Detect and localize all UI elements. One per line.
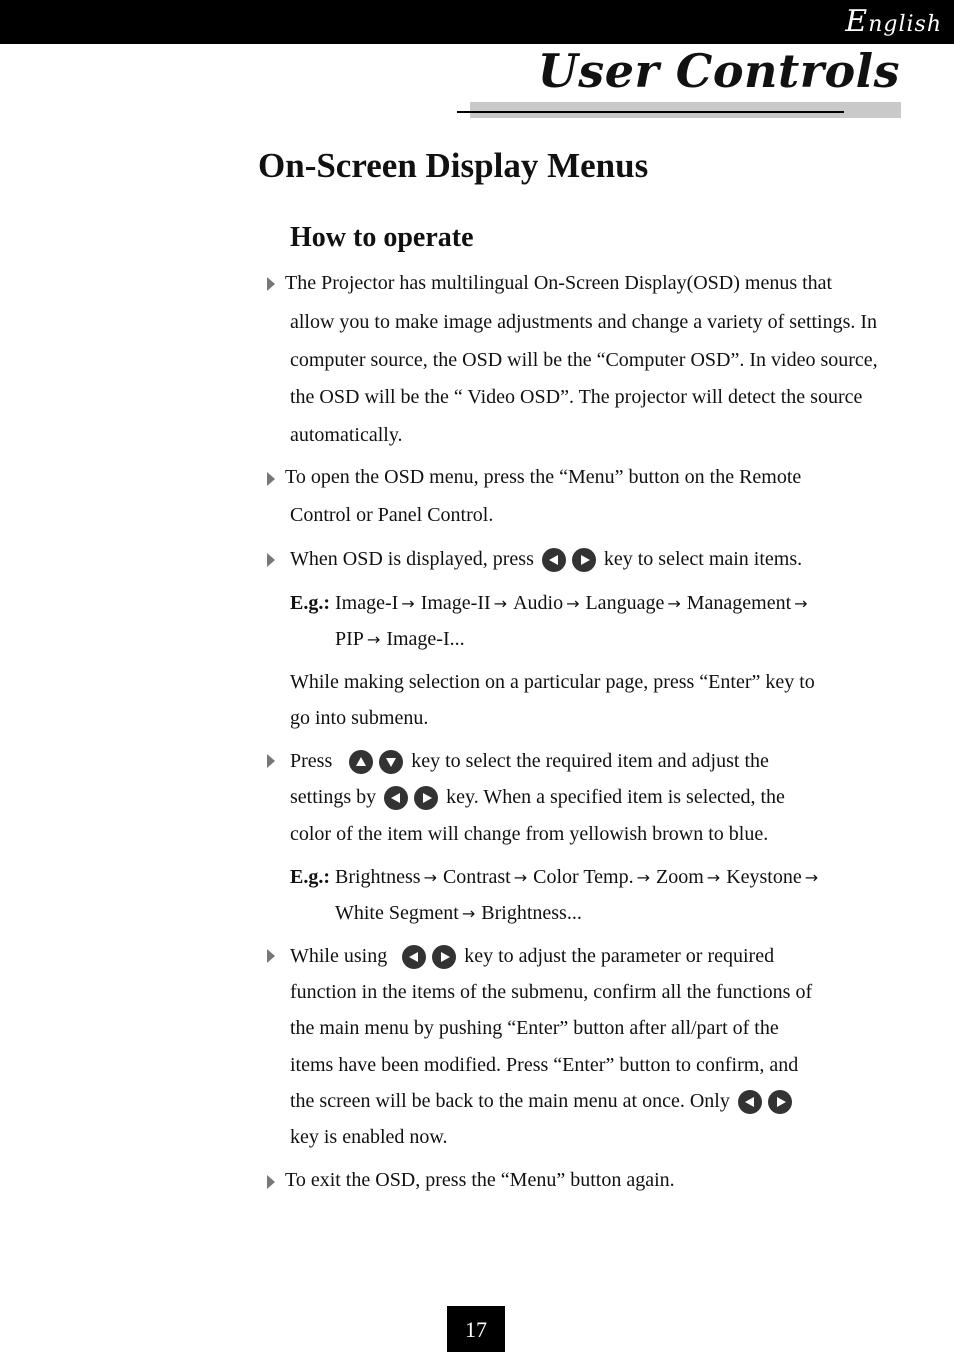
language-rest: nglish bbox=[868, 12, 942, 37]
bullet-4-example-line-1 bbox=[290, 866, 824, 889]
arrow-icon: → bbox=[366, 630, 381, 649]
arrow-icon: → bbox=[566, 594, 580, 613]
section-title: User Controls bbox=[537, 44, 900, 98]
bullet-4-line-2-before: settings by bbox=[290, 786, 377, 808]
bullet-triangle-icon bbox=[267, 754, 275, 768]
bullet-4-line-3: color of the item will change from yellowish brown to blue. bbox=[290, 823, 769, 845]
bullet-triangle-icon bbox=[267, 949, 275, 963]
arrow-icon: → bbox=[706, 868, 721, 887]
example-item: Color Temp. bbox=[533, 866, 634, 888]
bullet-5-line-5-before: the screen will be back to the main menu at once. Only bbox=[290, 1090, 730, 1112]
bullet-triangle-icon bbox=[267, 1175, 275, 1189]
up-key-icon bbox=[349, 750, 373, 774]
bullet-4-example-line-2 bbox=[335, 902, 582, 925]
bullet-3-note-line-1: While making selection on a particular page, press “Enter” key to bbox=[290, 671, 815, 693]
left-key-icon bbox=[384, 786, 408, 810]
arrow-icon: → bbox=[636, 868, 651, 887]
example-item: PIP bbox=[335, 628, 364, 650]
arrow-icon: → bbox=[401, 594, 415, 613]
language-initial: E bbox=[845, 4, 869, 39]
page-heading: On-Screen Display Menus bbox=[258, 146, 649, 185]
bullet-3-line-1 bbox=[290, 548, 802, 572]
left-key-icon bbox=[738, 1090, 762, 1114]
example-label: E.g.: bbox=[290, 866, 330, 888]
arrow-icon: → bbox=[804, 868, 819, 887]
example-item: Management bbox=[686, 592, 792, 614]
bullet-3-note-line-2: go into submenu. bbox=[290, 707, 429, 729]
example-item: Image-II bbox=[420, 592, 491, 614]
bullet-3-example-line-1 bbox=[290, 592, 814, 615]
arrow-icon: → bbox=[794, 594, 808, 613]
example-item: Brightness bbox=[335, 866, 421, 888]
arrow-icon: → bbox=[461, 904, 476, 923]
example-item: Keystone bbox=[726, 866, 802, 888]
bullet-4-text-before: Press bbox=[290, 750, 333, 772]
bullet-5-text-before: While using bbox=[290, 945, 388, 967]
bullet-triangle-icon bbox=[267, 472, 275, 486]
left-key-icon bbox=[542, 548, 566, 572]
example-item: Language bbox=[585, 592, 665, 614]
bullet-triangle-icon bbox=[267, 277, 275, 291]
example-item: White Segment bbox=[335, 902, 459, 924]
down-key-icon bbox=[379, 750, 403, 774]
arrow-icon: → bbox=[493, 594, 508, 613]
bullet-triangle-icon bbox=[267, 553, 275, 567]
bullet-2-line-2: Control or Panel Control. bbox=[290, 504, 494, 526]
bullet-3-text-before: When OSD is displayed, press bbox=[290, 548, 534, 570]
bullet-5-line-1 bbox=[290, 945, 774, 969]
title-underline-black bbox=[457, 111, 844, 113]
bullet-6-line-1: To exit the OSD, press the “Menu” button again. bbox=[285, 1169, 675, 1191]
example-item: Contrast bbox=[442, 866, 511, 888]
right-key-icon bbox=[572, 548, 596, 572]
bullet-4-line-1 bbox=[290, 750, 769, 774]
bullet-5-text-after: key to adjust the parameter or required bbox=[464, 945, 775, 967]
example-item: Brightness... bbox=[481, 902, 582, 924]
arrow-icon: → bbox=[667, 594, 681, 613]
bullet-3-example-line-2 bbox=[335, 628, 465, 651]
language-label bbox=[845, 4, 942, 39]
bullet-2-line-1: To open the OSD menu, press the “Menu” button on the Remote bbox=[285, 466, 802, 488]
example-item: Image-I... bbox=[386, 628, 465, 650]
right-key-icon bbox=[414, 786, 438, 810]
bullet-5-line-4: items have been modified. Press “Enter” button to confirm, and bbox=[290, 1054, 799, 1076]
example-item: Audio bbox=[513, 592, 564, 614]
bullet-1-body: allow you to make image adjustments and change a variety of settings. In computer source, the OSD will be the “Computer OSD”. In video source, the OSD will be the “ Video OSD”. The projector will detect the source automatically. bbox=[290, 311, 878, 446]
right-key-icon bbox=[432, 945, 456, 969]
arrow-icon: → bbox=[513, 868, 528, 887]
example-item: Zoom bbox=[656, 866, 704, 888]
bullet-4-line-2 bbox=[290, 786, 785, 810]
bullet-3-text-after: key to select main items. bbox=[603, 548, 803, 570]
bullet-5-line-3: the main menu by pushing “Enter” button after all/part of the bbox=[290, 1017, 779, 1039]
right-key-icon bbox=[768, 1090, 792, 1114]
bullet-5-line-2: function in the items of the submenu, confirm all the functions of bbox=[290, 981, 813, 1003]
bullet-5-line-6: key is enabled now. bbox=[290, 1126, 448, 1148]
bullet-4-text-after: key to select the required item and adjust the bbox=[411, 750, 769, 772]
left-key-icon bbox=[402, 945, 426, 969]
sub-heading: How to operate bbox=[290, 222, 474, 253]
bullet-5-line-5 bbox=[290, 1090, 795, 1114]
example-item: Image-I bbox=[335, 592, 399, 614]
example-label: E.g.: bbox=[290, 592, 330, 614]
header-bar bbox=[0, 0, 954, 44]
page-number: 17 bbox=[447, 1306, 505, 1352]
bullet-1-line-1: The Projector has multilingual On-Screen Display(OSD) menus that bbox=[285, 272, 833, 294]
title-underline-gray bbox=[470, 102, 901, 118]
bullet-4-line-2-after: key. When a specified item is selected, the bbox=[446, 786, 785, 808]
arrow-icon: → bbox=[423, 868, 437, 887]
